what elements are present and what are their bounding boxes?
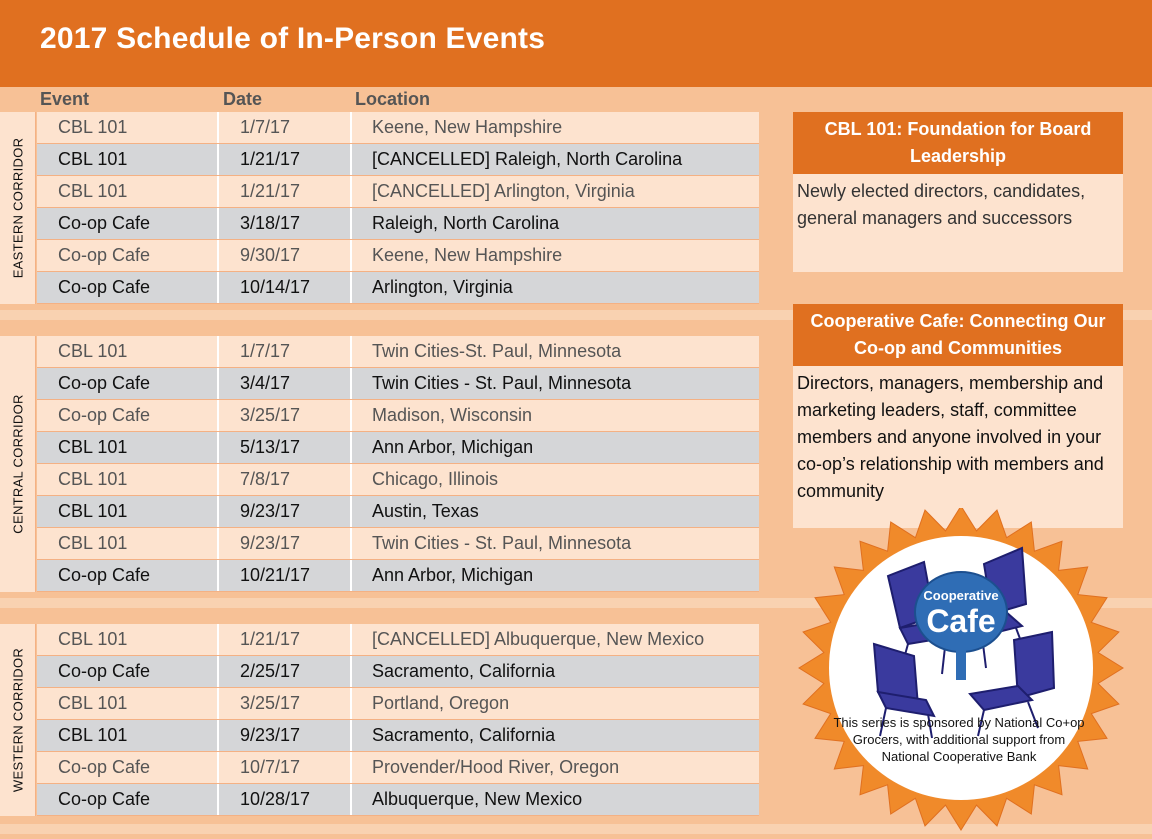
location-cell: Sacramento, California <box>372 661 556 681</box>
event-cell: Co-op Cafe <box>37 368 219 399</box>
event-cell: CBL 101 <box>37 336 219 367</box>
event-cell: Co-op Cafe <box>37 208 219 239</box>
column-header-event: Event <box>40 89 90 109</box>
event-cell: Co-op Cafe <box>37 656 219 687</box>
table-row <box>37 784 759 816</box>
event-cell: CBL 101 <box>37 432 219 463</box>
location-cell: Sacramento, California <box>372 725 556 745</box>
date-cell: 1/21/17 <box>219 144 352 175</box>
date-cell: 3/25/17 <box>219 400 352 431</box>
table-row <box>37 528 759 560</box>
date-cell: 10/14/17 <box>219 272 352 303</box>
logo-large-text: Cafe <box>926 603 996 639</box>
column-header-date: Date <box>223 89 263 109</box>
table-row <box>37 208 759 240</box>
section-eastern-corridor <box>0 112 760 304</box>
event-cell: Co-op Cafe <box>37 784 219 815</box>
table-row <box>37 432 759 464</box>
location-cell: Raleigh, North Carolina <box>372 213 560 233</box>
date-cell: 7/8/17 <box>219 464 352 495</box>
date-cell: 1/7/17 <box>219 336 352 367</box>
event-cell: Co-op Cafe <box>37 272 219 303</box>
location-cell: Twin Cities - St. Paul, Minnesota <box>372 533 632 553</box>
location-cell: [CANCELLED] Arlington, Virginia <box>372 181 635 201</box>
date-cell: 10/21/17 <box>219 560 352 591</box>
section-western-corridor <box>0 624 760 816</box>
section-label: EASTERN CORRIDOR <box>10 137 25 279</box>
cbl-info-body: Newly elected directors, candidates, general managers and successors <box>797 181 1086 228</box>
date-cell: 1/7/17 <box>219 112 352 143</box>
table-row <box>37 272 759 304</box>
table-row <box>37 368 759 400</box>
section-label: WESTERN CORRIDOR <box>10 647 25 793</box>
location-cell: Ann Arbor, Michigan <box>372 565 534 585</box>
location-cell: [CANCELLED] Raleigh, North Carolina <box>372 149 683 169</box>
date-cell: 5/13/17 <box>219 432 352 463</box>
event-cell: CBL 101 <box>37 176 219 207</box>
table-row <box>37 400 759 432</box>
event-cell: CBL 101 <box>37 688 219 719</box>
date-cell: 3/4/17 <box>219 368 352 399</box>
event-cell: Co-op Cafe <box>37 240 219 271</box>
date-cell: 10/7/17 <box>219 752 352 783</box>
location-cell: Keene, New Hampshire <box>372 245 563 265</box>
section-label: CENTRAL CORRIDOR <box>10 394 25 534</box>
section-label-box <box>0 112 36 304</box>
table-row <box>37 496 759 528</box>
table-row <box>37 240 759 272</box>
cafe-info-box <box>793 304 1123 528</box>
event-cell: CBL 101 <box>37 624 219 655</box>
event-cell: CBL 101 <box>37 720 219 751</box>
table-row <box>37 144 759 176</box>
date-cell: 1/21/17 <box>219 176 352 207</box>
location-cell: Twin Cities-St. Paul, Minnesota <box>372 341 622 361</box>
cafe-info-body: Directors, managers, membership and marketing leaders, staff, committee members and anyone involved in your co-op’s relationship with members and community <box>797 373 1104 501</box>
location-cell: Madison, Wisconsin <box>372 405 533 425</box>
location-cell: Albuquerque, New Mexico <box>372 789 583 809</box>
location-cell: Chicago, Illinois <box>372 469 499 489</box>
date-cell: 3/18/17 <box>219 208 352 239</box>
location-cell: Keene, New Hampshire <box>372 117 563 137</box>
page-title: 2017 Schedule of In-Person Events <box>40 22 546 55</box>
table-row <box>37 112 759 144</box>
location-cell: [CANCELLED] Albuquerque, New Mexico <box>372 629 705 649</box>
table-row <box>37 720 759 752</box>
table-row <box>37 624 759 656</box>
table-row <box>37 464 759 496</box>
event-cell: CBL 101 <box>37 464 219 495</box>
location-cell: Portland, Oregon <box>372 693 510 713</box>
table-row <box>37 752 759 784</box>
cbl-info-heading: CBL 101: Foundation for Board Leadership <box>793 112 1123 174</box>
location-cell: Arlington, Virginia <box>372 277 513 297</box>
table-row <box>37 656 759 688</box>
section-label-box <box>0 624 36 816</box>
section-central-corridor <box>0 336 760 592</box>
location-cell: Ann Arbor, Michigan <box>372 437 534 457</box>
date-cell: 10/28/17 <box>219 784 352 815</box>
location-cell: Austin, Texas <box>372 501 479 521</box>
event-cell: CBL 101 <box>37 112 219 143</box>
event-cell: Co-op Cafe <box>37 400 219 431</box>
location-cell: Provender/Hood River, Oregon <box>372 757 620 777</box>
date-cell: 9/30/17 <box>219 240 352 271</box>
date-cell: 3/25/17 <box>219 688 352 719</box>
event-cell: Co-op Cafe <box>37 752 219 783</box>
event-cell: Co-op Cafe <box>37 560 219 591</box>
date-cell: 2/25/17 <box>219 656 352 687</box>
event-cell: CBL 101 <box>37 496 219 527</box>
event-cell: CBL 101 <box>37 528 219 559</box>
date-cell: 9/23/17 <box>219 720 352 751</box>
cbl-info-box <box>793 112 1123 272</box>
cooperative-cafe-badge <box>796 508 1126 838</box>
table-row <box>37 176 759 208</box>
date-cell: 9/23/17 <box>219 528 352 559</box>
table-row <box>37 560 759 592</box>
column-headers <box>0 88 760 110</box>
table-row <box>37 688 759 720</box>
logo-small-text: Cooperative <box>923 588 999 603</box>
table-row <box>37 336 759 368</box>
location-cell: Twin Cities - St. Paul, Minnesota <box>372 373 632 393</box>
title-banner <box>0 0 1152 87</box>
event-cell: CBL 101 <box>37 144 219 175</box>
cafe-info-heading: Cooperative Cafe: Connecting Our Co-op and Communities <box>793 304 1123 366</box>
sponsor-text: This series is sponsored by National Co+op Grocers, with additional support from National Cooperative Bank <box>833 715 1085 764</box>
section-label-box <box>0 336 36 592</box>
date-cell: 9/23/17 <box>219 496 352 527</box>
date-cell: 1/21/17 <box>219 624 352 655</box>
column-header-location: Location <box>355 89 430 109</box>
